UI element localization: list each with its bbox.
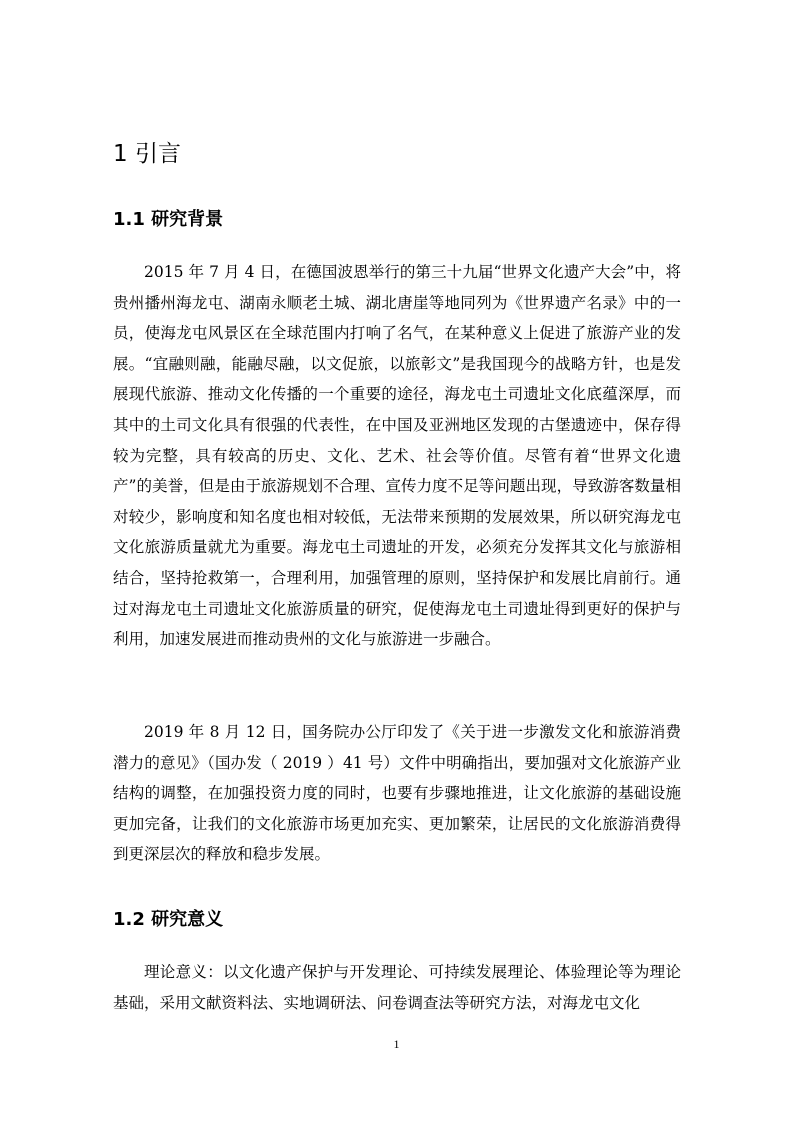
chapter-title: 1 引言 [113, 141, 181, 167]
paragraph-background-1: 2015 年 7 月 4 日，在德国波恩举行的第三十九届“世界文化遗产大会”中，将贵州播州海龙屯、湖南永顺老土城、湖北唐崖等地同列为《世界遗产名录》中的一员，使海龙屯风景区在全球范围内打响了名气，在某种意义上促进了旅游产业的发展。“宜融则融，能融尽融，以文促旅，以旅彰文”是我国现今的战略方针，也是发展现代旅游、推动文化传播的一个重要的途径，海龙屯土司遗址文化底蕴深厚，而其中的土司文化具有很强的代表性，在中国及亚洲地区发现的古堡遗迹中，保存得较为完整，具有较高的历史、文化、艺术、社会等价值。尽管有着“世界文化遗产”的美誉，但是由于旅游规划不合理、宣传力度不足等问题出现，导致游客数量相对较少，影响度和知名度也相对较低，无法带来预期的发展效果，所以研究海龙屯文化旅游质量就尤为重要。海龙屯土司遗址的开发，必须充分发挥其文化与旅游相结合，坚持抢救第一，合理利用，加强管理的原则，坚持保护和发展比肩前行。通过对海龙屯土司遗址文化旅游质量的研究，促使海龙屯土司遗址得到更好的保护与利用，加速发展进而推动贵州的文化与旅游进一步融合。 [113, 263, 681, 649]
paragraph-background-2: 2019 年 8 月 12 日，国务院办公厅印发了《关于进一步激发文化和旅游消费潜力的意见》（国办发（ 2019 ）41 号）文件中明确指出，要加强对文化旅游产业结构的调整，在加强投资力度的同时，也要有步骤地推进，让文化旅游的基础设施更加完备，让我们的文化旅游市场更加充实、更加繁荣，让居民的文化旅游消费得到更深层次的释放和稳步发展。 [113, 723, 681, 864]
page-number: 1 [393, 1037, 400, 1051]
paragraph-significance-1: 理论意义：以文化遗产保护与开发理论、可持续发展理论、体验理论等为理论基础，采用文献资料法、实地调研法、问卷调查法等研究方法，对海龙屯文化 [113, 963, 681, 1012]
section-heading-research-background: 1.1 研究背景 [113, 209, 224, 230]
section-heading-research-significance: 1.2 研究意义 [113, 909, 224, 930]
